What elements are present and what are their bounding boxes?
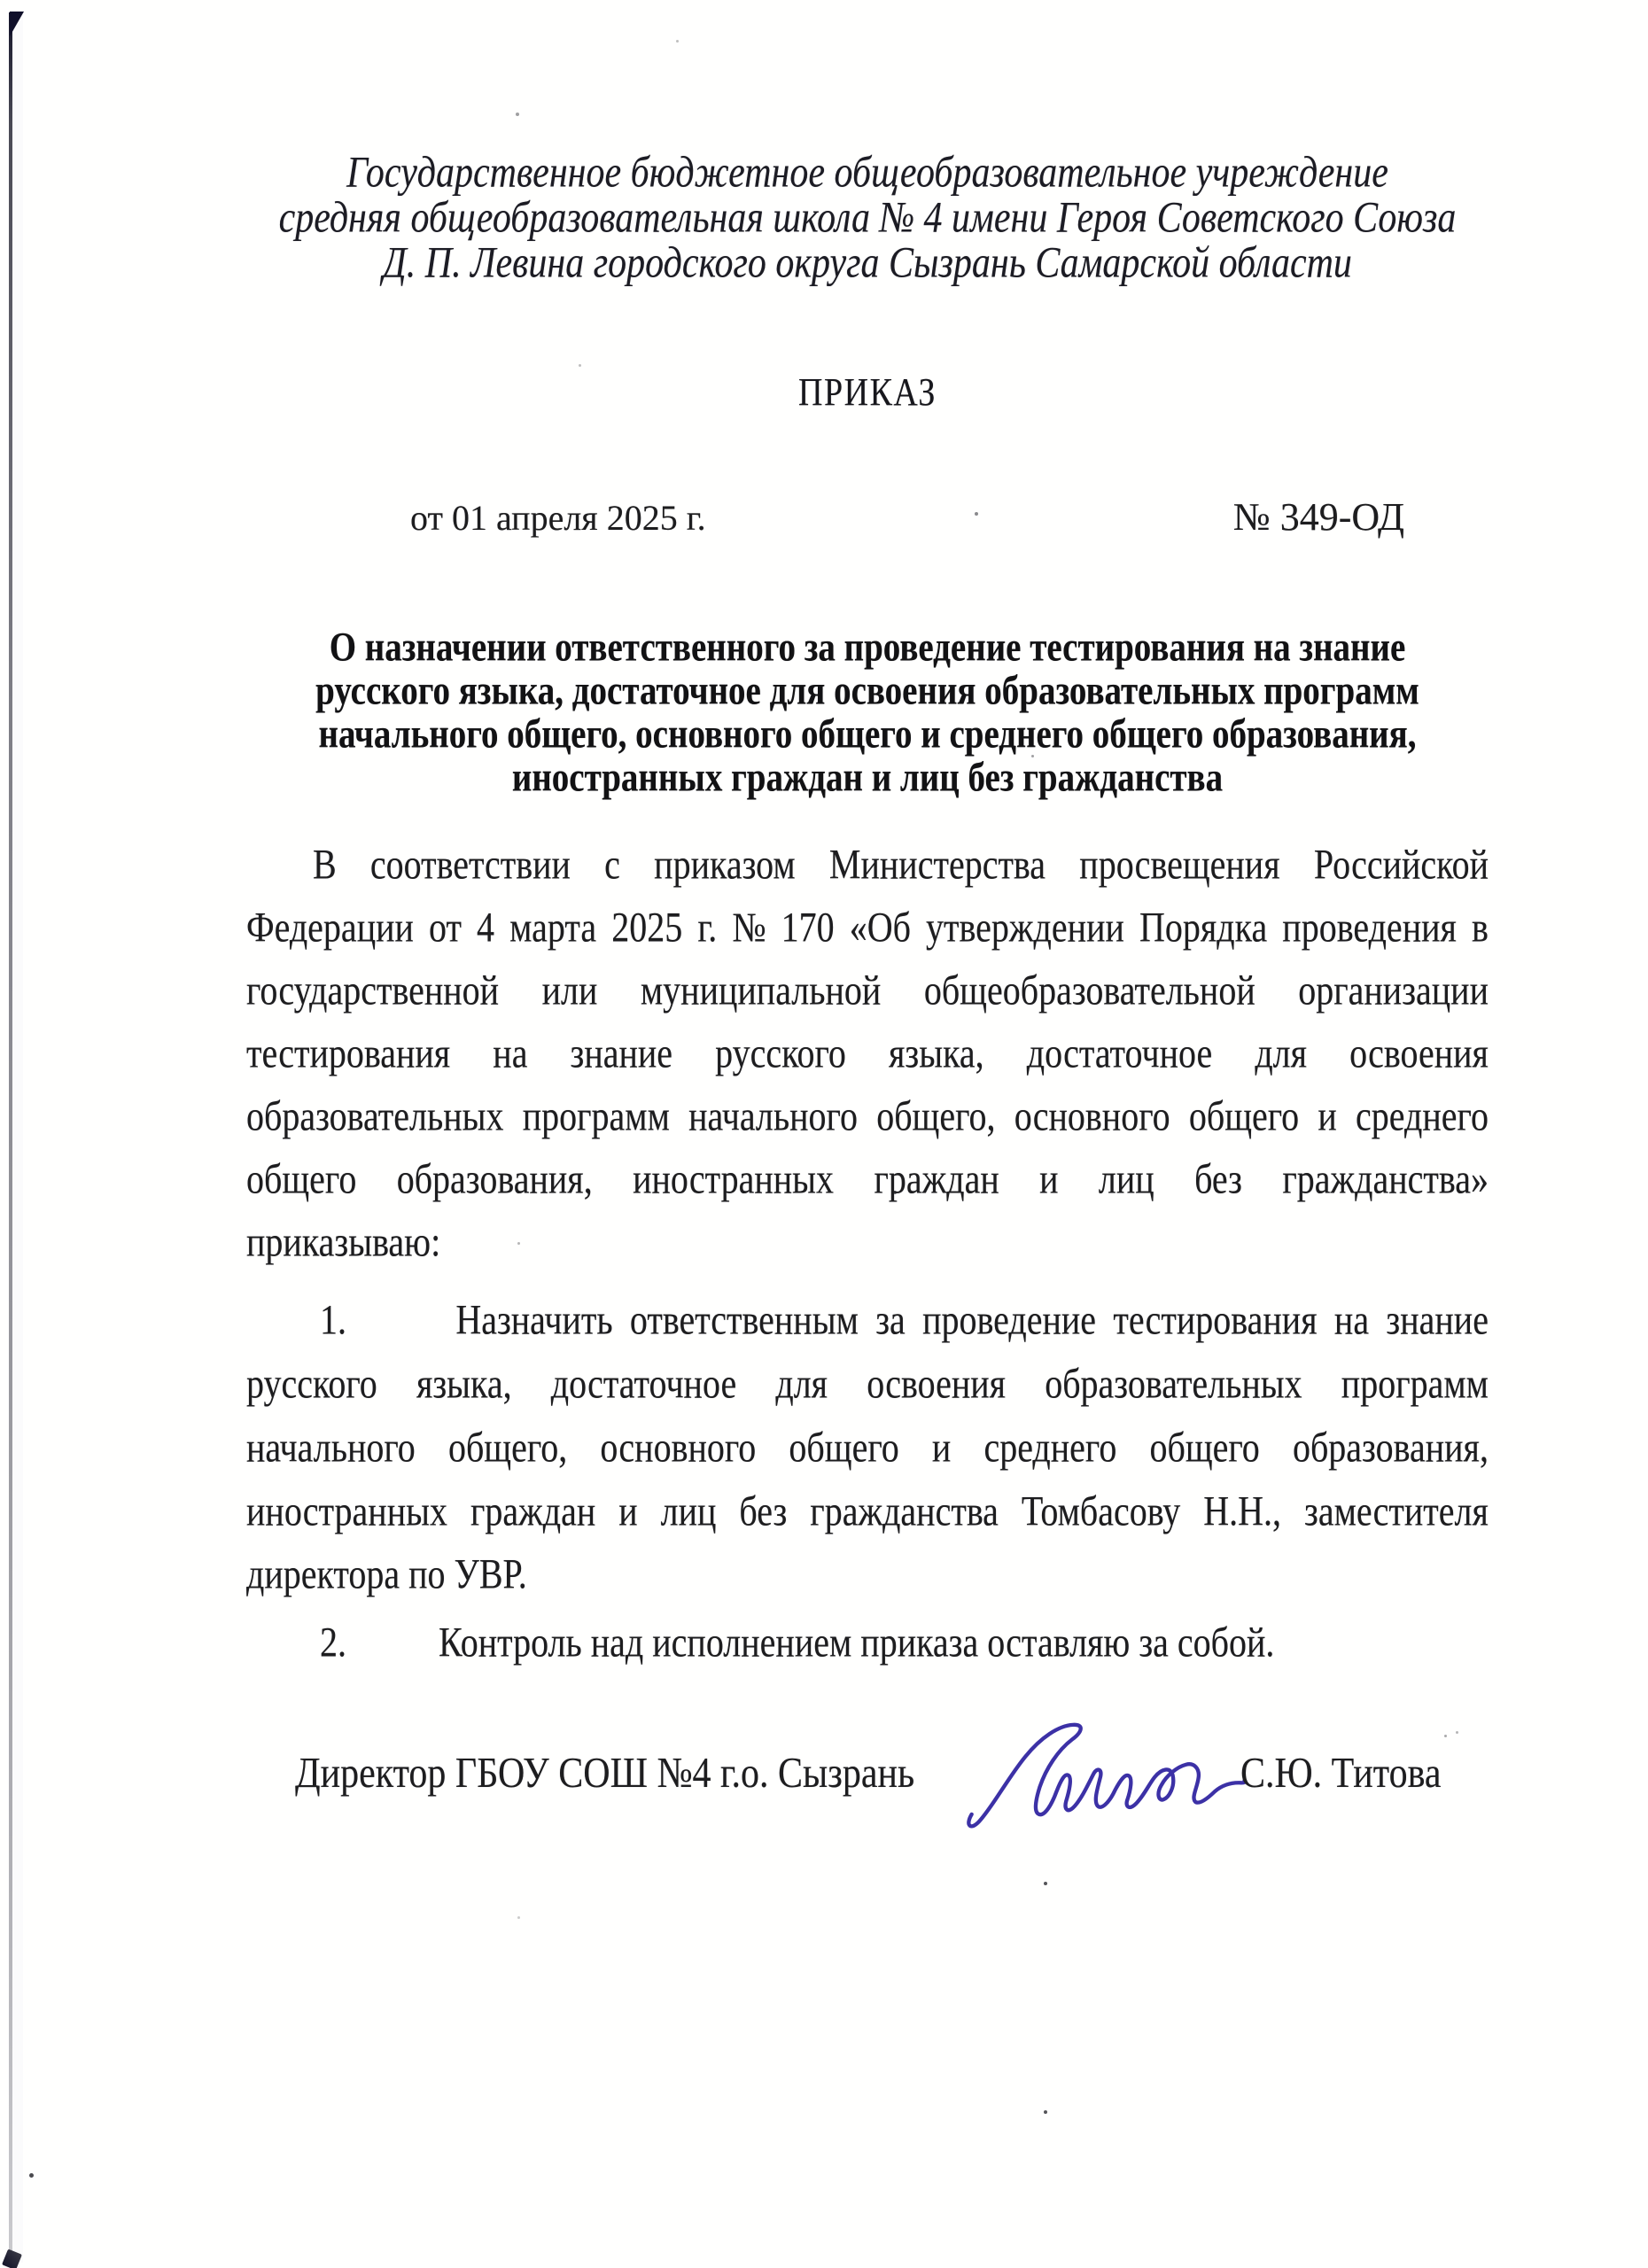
word: приказом [654,840,796,889]
word: граждан [470,1487,596,1534]
letterhead [246,148,1489,288]
word: образовательных [1045,1359,1302,1407]
word: соответствии [369,840,571,889]
preamble-paragraph [246,833,1489,1273]
word: заместителя [1304,1487,1489,1534]
word: основного [600,1423,757,1471]
word: Российской [1313,840,1489,889]
word: освоения [1349,1029,1489,1077]
word: и [1318,1091,1337,1140]
word: иностранных [246,1487,447,1534]
word: для [1255,1029,1308,1077]
word: достаточное [1026,1029,1213,1077]
word: лиц [1098,1154,1154,1203]
word: для [775,1359,828,1407]
word: на [493,1029,528,1077]
word: «Об [849,903,911,951]
paper-edge-highlight [12,12,23,2263]
word: русского [246,1359,377,1407]
text-line [246,1605,1489,1681]
signature-row [246,1719,1489,1860]
text-line: средняя общеобразовательная школа № 4 имени Героя Советского Союза [278,193,1457,243]
word: основного [1014,1091,1170,1140]
word: достаточное [550,1359,737,1407]
scan-speck [29,2173,34,2178]
document-type-heading: ПРИКАЗ [798,370,937,415]
word: от [429,903,462,951]
word: лиц [660,1487,717,1534]
word: общего [1188,1091,1300,1140]
word: Федерации [246,903,414,951]
document-type-wrap [246,372,1489,413]
word: 2025 [611,903,683,951]
word: на [1333,1295,1370,1343]
word: марта [509,903,597,951]
order-subject [246,625,1489,799]
word: В [313,840,337,889]
word: языка, [889,1029,984,1077]
word: за [875,1295,906,1343]
word: программ [1341,1359,1489,1407]
word: общего [789,1423,899,1471]
word: начального [246,1423,416,1471]
date-number-row [246,494,1489,540]
word: знание [1386,1295,1489,1343]
word: Министерства [828,840,1046,889]
word: Томбасову [1021,1487,1181,1534]
word: начального [688,1091,858,1140]
word: программ [522,1091,670,1140]
word: граждан [874,1154,999,1203]
word: общего, [876,1091,996,1140]
word: Н.Н., [1203,1487,1282,1534]
word: 4 [477,903,495,951]
word: Порядка [1139,903,1268,951]
word: гражданства» [1282,1154,1489,1203]
order-item-1 [246,1287,1489,1606]
word: утверждении [926,903,1124,951]
word: общего [1149,1423,1260,1471]
word: приказываю: [246,1217,441,1266]
word: или [541,966,598,1014]
order-item-2 [246,1611,1489,1674]
text-line: Государственное бюджетное общеобразовательное учреждение [346,148,1388,198]
order-number: № 349-ОД [1232,495,1404,539]
word: в [1472,903,1489,951]
word: иностранных [633,1154,835,1203]
word: г. [697,903,718,951]
word: русского [715,1029,846,1077]
word: просвещения [1079,840,1280,889]
word: и [931,1423,952,1471]
word: языка, [416,1359,512,1407]
text-line [246,1537,1489,1612]
word: проведения [1282,903,1457,951]
word: общеобразовательной [923,966,1255,1014]
word: общего, [447,1423,568,1471]
paper-edge-shadow-line [9,12,12,2263]
document-text-column [246,0,1489,2268]
word: государственной [246,966,500,1014]
word: ответственным [629,1295,859,1343]
handwritten-signature [952,1702,1250,1845]
text-line [246,1205,1489,1279]
word: образования, [1292,1423,1489,1471]
signatory-name: С.Ю. Титова [1240,1750,1442,1798]
text-line: начального общего, основного общего и среднего общего образования, [318,711,1417,757]
paper-corner-fold-mark [10,12,24,36]
word: и [1039,1154,1059,1203]
word: Контроль над исполнением приказа оставляю за собой. [439,1618,1275,1666]
word: образовательных [246,1091,504,1140]
word: образования, [396,1154,593,1203]
word: организации [1298,966,1489,1014]
word: тестирования [1113,1295,1318,1343]
text-line: О назначении ответственного за проведение тестирования на знание [329,625,1406,670]
word: и [618,1487,638,1534]
word: гражданства [810,1487,999,1534]
word: общего [246,1154,357,1203]
item-number: 2. [320,1618,346,1666]
word: освоения [867,1359,1007,1407]
word: без [739,1487,788,1534]
text-line: Д. П. Левина городского округа Сызрань Самарской области [383,238,1352,288]
word: Назначить [455,1295,613,1343]
word: муниципальной [640,966,882,1014]
signatory-position: Директор ГБОУ СОШ №4 г.о. Сызрань [295,1750,915,1798]
word: знание [570,1029,673,1077]
word: 170 [781,903,835,951]
word: проведение [922,1295,1097,1343]
order-date: от 01 апреля 2025 г. [410,498,706,538]
word: с [604,840,620,889]
word: среднего [983,1423,1117,1471]
word: директора по УВР. [246,1550,527,1597]
text-line: русского языка, достаточное для освоения образовательных программ [315,668,1419,713]
handwritten-signature-path [964,1716,1247,1827]
item-number: 1. [320,1295,346,1343]
word: без [1194,1154,1242,1203]
word: среднего [1356,1091,1489,1140]
word: тестирования [246,1029,451,1077]
word: № [732,903,766,951]
text-line: иностранных граждан и лиц без гражданства [511,755,1224,800]
